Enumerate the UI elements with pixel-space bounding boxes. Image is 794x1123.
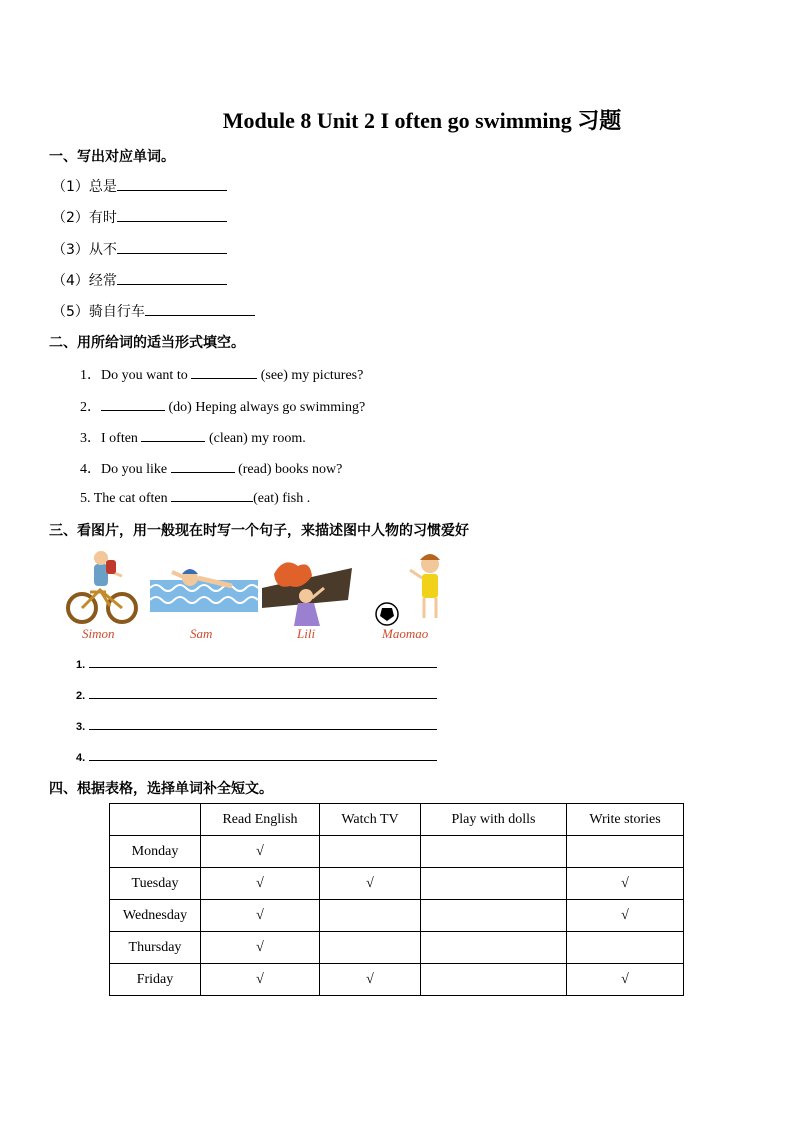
item-text: (do) Heping always go swimming? xyxy=(165,400,366,415)
page-title: Module 8 Unit 2 I often go swimming 习题 xyxy=(222,108,622,133)
answer-blank[interactable] xyxy=(141,429,205,442)
check-cell xyxy=(320,836,421,868)
table-row xyxy=(110,964,684,996)
fill-item xyxy=(80,364,363,384)
vocab-item xyxy=(52,270,227,290)
check-cell: √ xyxy=(567,900,684,932)
item-number: （1） xyxy=(52,179,89,195)
header-cell: Watch TV xyxy=(320,804,421,836)
caption-maomao: Maomao xyxy=(382,626,429,641)
item-number: （4） xyxy=(52,273,89,289)
answer-line[interactable] xyxy=(89,687,437,699)
header-cell xyxy=(110,804,201,836)
item-text: Do you want to xyxy=(101,368,192,383)
item-number: 5. xyxy=(80,491,94,506)
vocab-item xyxy=(52,207,227,227)
item-word: 从不 xyxy=(88,242,117,258)
header-cell: Write stories xyxy=(567,804,684,836)
vocab-item xyxy=(52,301,255,321)
day-cell: Friday xyxy=(110,964,201,996)
lili-illustration xyxy=(262,562,352,626)
check-cell: √ xyxy=(201,868,320,900)
check-cell xyxy=(421,964,567,996)
answer-blank[interactable] xyxy=(117,176,227,191)
answer-blank[interactable] xyxy=(171,489,253,502)
section3-heading: 三、看图片，用一般现在时写一个句子，来描述图中人物的习惯爱好 xyxy=(49,523,469,539)
check-cell xyxy=(421,932,567,964)
answer-blank[interactable] xyxy=(117,239,227,254)
answer-blank[interactable] xyxy=(117,270,227,285)
maomao-football-illustration xyxy=(376,554,440,625)
writing-line xyxy=(76,749,437,764)
hobby-pictures xyxy=(62,548,442,632)
item-number: 1． xyxy=(80,368,101,383)
day-cell: Tuesday xyxy=(110,868,201,900)
vocab-item xyxy=(52,239,227,259)
section2-heading: 二、用所给词的适当形式填空。 xyxy=(49,335,245,351)
item-number: （3） xyxy=(52,242,89,258)
writing-line xyxy=(76,718,437,733)
section1-heading: 一、写出对应单词。 xyxy=(49,149,175,165)
check-cell: √ xyxy=(320,964,421,996)
caption-simon: Simon xyxy=(82,626,115,641)
fill-item xyxy=(80,427,306,447)
item-number: 4． xyxy=(80,462,101,477)
day-cell: Thursday xyxy=(110,932,201,964)
item-text: (see) my pictures? xyxy=(257,368,364,383)
item-word: 总是 xyxy=(88,179,117,195)
item-word: 有时 xyxy=(88,210,117,226)
item-text: (read) books now? xyxy=(234,462,343,477)
item-word: 骑自行车 xyxy=(88,304,145,320)
header-cell: Read English xyxy=(201,804,320,836)
day-cell: Monday xyxy=(110,836,201,868)
item-text: (clean) my room. xyxy=(205,431,306,446)
answer-line[interactable] xyxy=(89,749,437,761)
item-text: The cat often xyxy=(93,491,172,506)
sam-swimming-illustration xyxy=(150,569,258,612)
check-cell: √ xyxy=(567,964,684,996)
answer-blank[interactable] xyxy=(117,207,227,222)
answer-line[interactable] xyxy=(89,656,437,668)
check-cell xyxy=(567,932,684,964)
line-number: 2. xyxy=(76,690,86,702)
check-cell: √ xyxy=(201,836,320,868)
item-number: （5） xyxy=(52,304,89,320)
check-cell: √ xyxy=(201,932,320,964)
schedule-table xyxy=(109,803,684,996)
item-text: Do you like xyxy=(101,462,171,477)
check-cell xyxy=(421,900,567,932)
writing-line xyxy=(76,656,437,671)
answer-blank[interactable] xyxy=(101,398,165,411)
answer-blank[interactable] xyxy=(191,366,257,379)
answer-blank[interactable] xyxy=(145,301,255,316)
fill-item xyxy=(80,489,310,507)
item-number: 3． xyxy=(80,431,101,446)
table-row xyxy=(110,868,684,900)
simon-cycling-illustration xyxy=(68,551,136,622)
check-cell: √ xyxy=(201,900,320,932)
fill-item xyxy=(80,458,342,478)
check-cell: √ xyxy=(320,868,421,900)
vocab-item xyxy=(52,176,227,196)
item-number: 2． xyxy=(80,400,101,415)
line-number: 4. xyxy=(76,752,86,764)
table-header-row xyxy=(110,804,684,836)
item-word: 经常 xyxy=(88,273,117,289)
table-row xyxy=(110,900,684,932)
table-row xyxy=(110,836,684,868)
fill-item xyxy=(80,396,365,416)
check-cell: √ xyxy=(567,868,684,900)
check-cell xyxy=(421,836,567,868)
line-number: 3. xyxy=(76,721,86,733)
caption-sam: Sam xyxy=(190,626,213,641)
check-cell xyxy=(421,868,567,900)
table-row xyxy=(110,932,684,964)
header-cell: Play with dolls xyxy=(421,804,567,836)
day-cell: Wednesday xyxy=(110,900,201,932)
answer-blank[interactable] xyxy=(171,460,235,473)
check-cell xyxy=(320,932,421,964)
answer-line[interactable] xyxy=(89,718,437,730)
item-number: （2） xyxy=(52,210,89,226)
line-number: 1. xyxy=(76,659,86,671)
check-cell: √ xyxy=(201,964,320,996)
section4-heading: 四、根据表格，选择单词补全短文。 xyxy=(49,781,273,797)
item-text: (eat) fish . xyxy=(253,491,311,506)
item-text: I often xyxy=(101,431,142,446)
check-cell xyxy=(320,900,421,932)
check-cell xyxy=(567,836,684,868)
writing-line xyxy=(76,687,437,702)
caption-lili: Lili xyxy=(297,626,316,641)
